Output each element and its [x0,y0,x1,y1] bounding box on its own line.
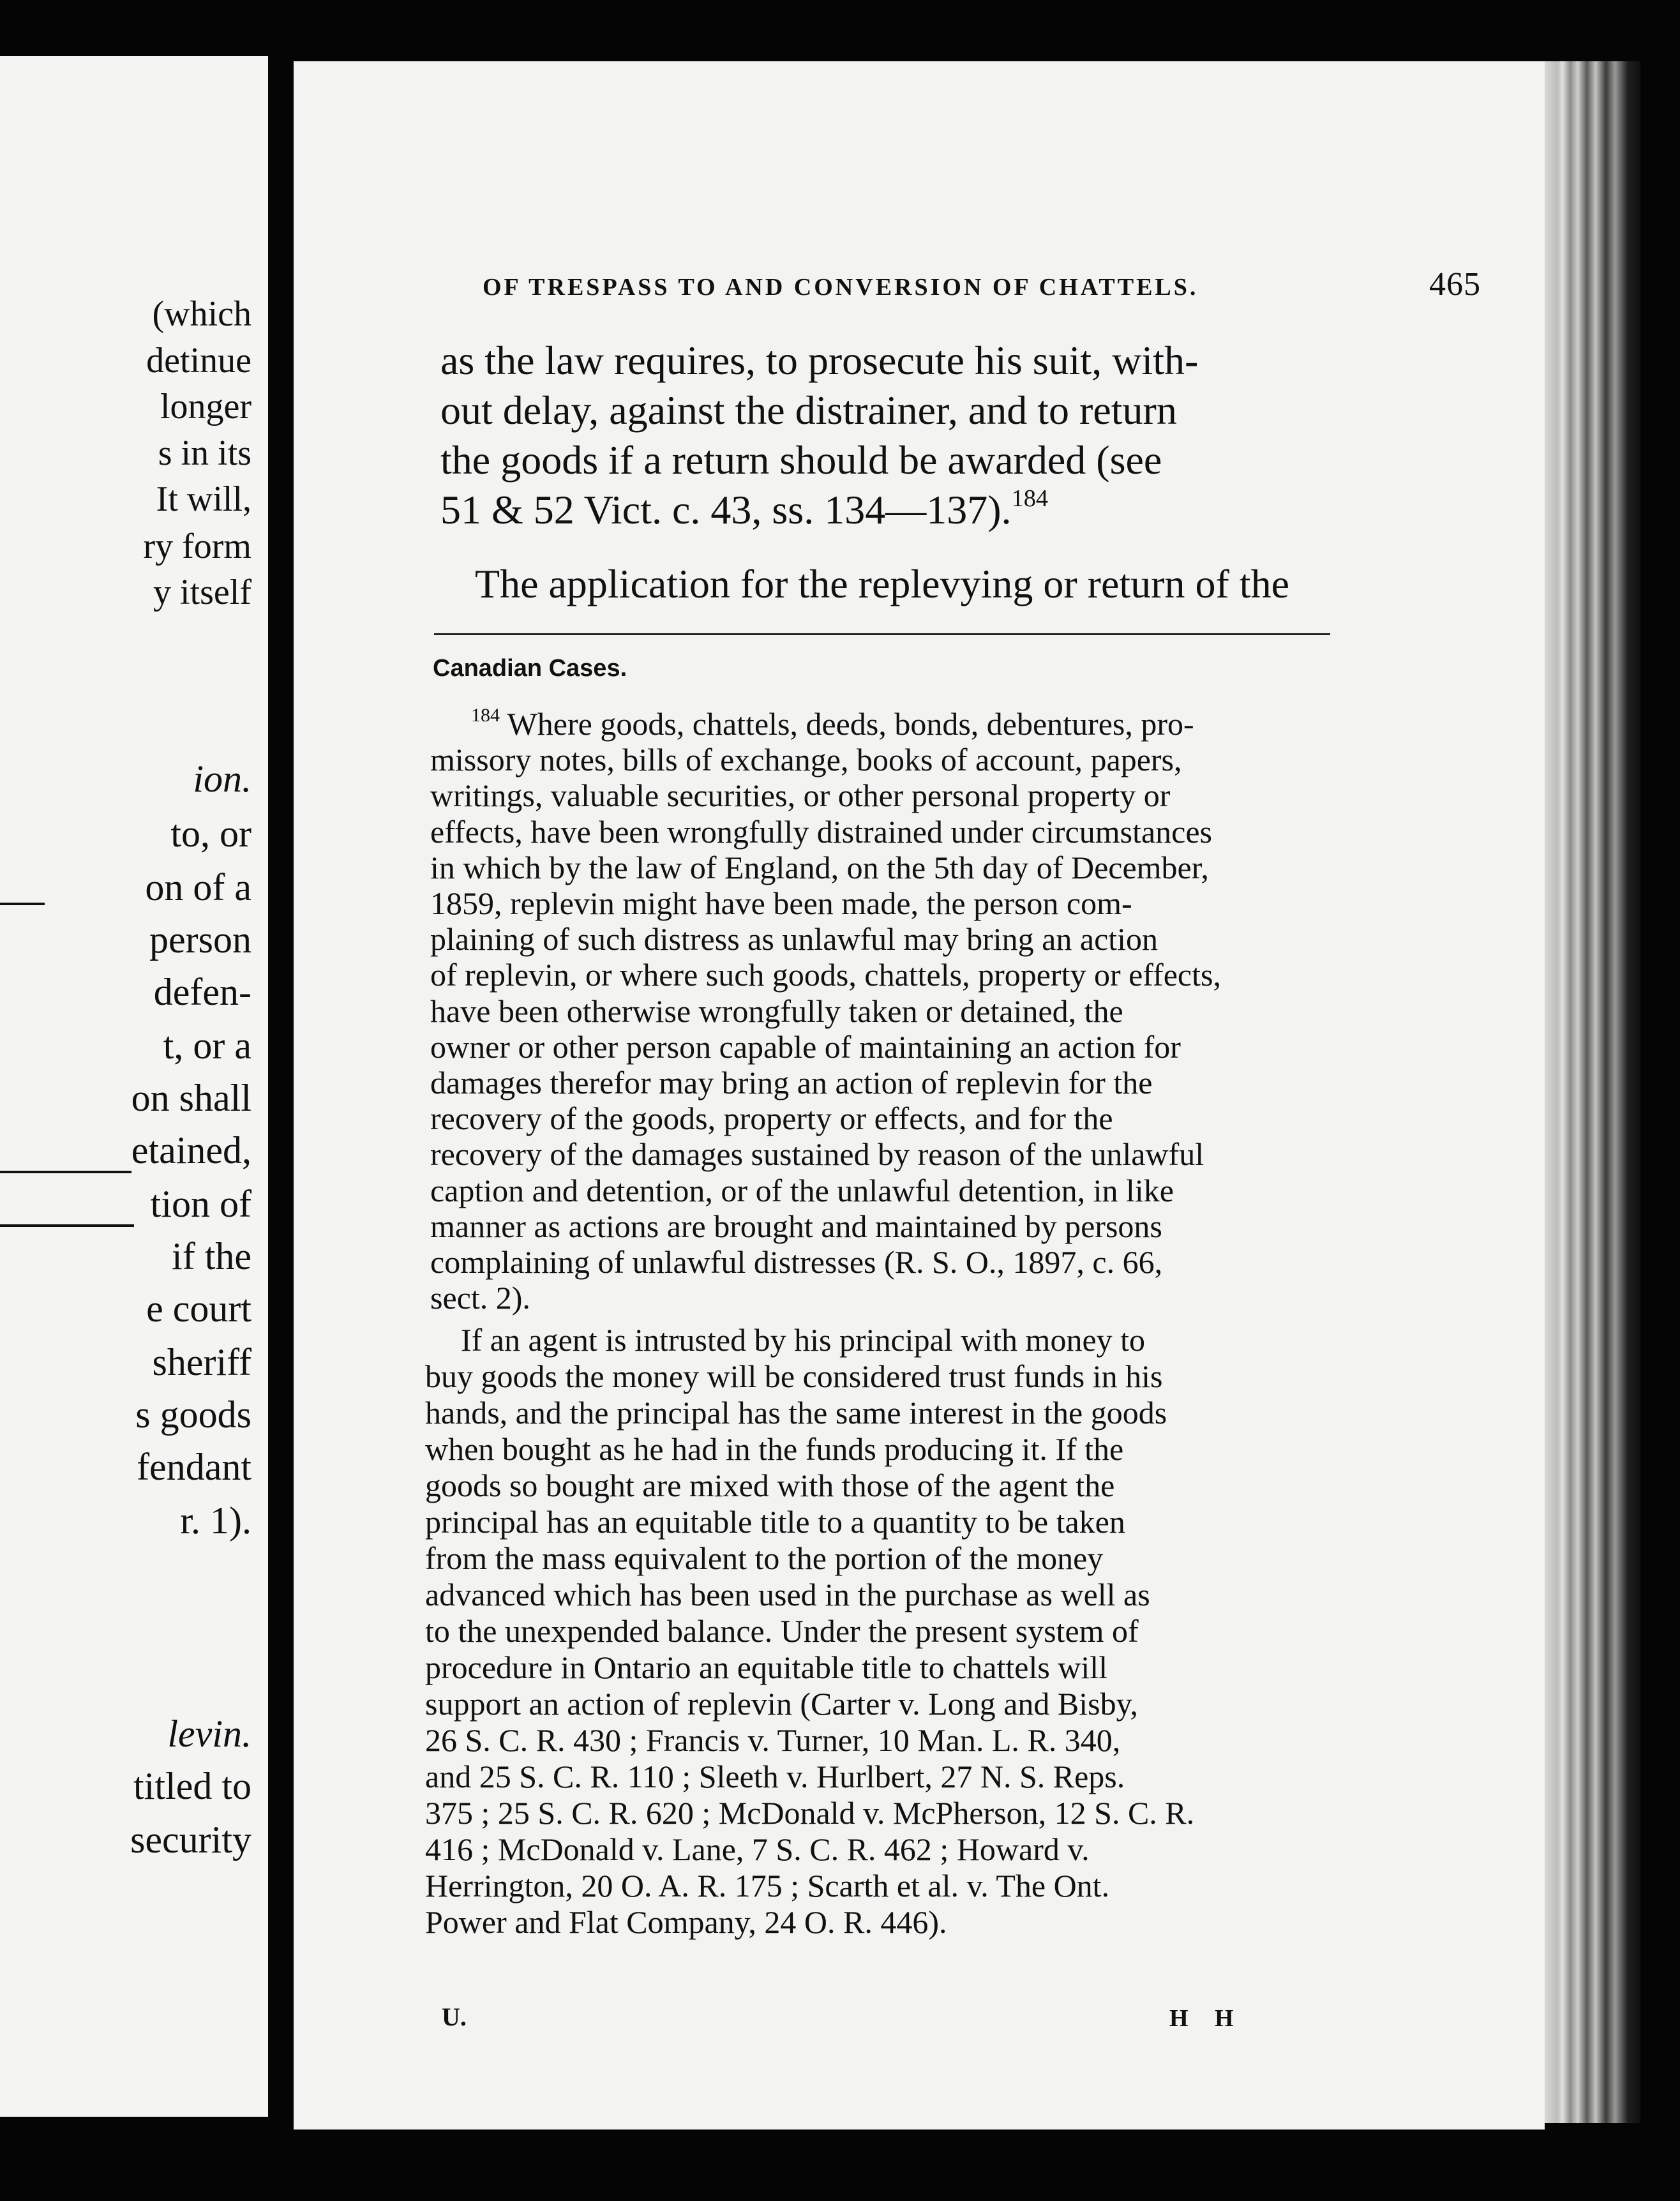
footnote-line-text: writings, valuable securities, or other personal property or [430,777,1171,814]
footnote-line [425,1395,1167,1431]
footnote-line-text: to the unexpended balance. Under the present system of [425,1613,1139,1649]
body-line-text: the goods if a return should be awarded (see [440,437,1162,483]
footnote-line-text: 375 ; 25 S. C. R. 620 ; McDonald v. McPherson, 12 S. C. R. [425,1795,1195,1831]
footnote-line-text: when bought as he had in the funds producing it. If the [425,1431,1124,1468]
signature-mark: U. [442,2002,467,2031]
facing-page-line: detinue [146,341,251,380]
footnote-line-text: sect. 2). [430,1280,530,1316]
footnote-line-text: hands, and the principal has the same interest in the goods [425,1395,1167,1431]
footnote-line-text: manner as actions are brought and maintained by persons [430,1208,1162,1244]
facing-page-line: if the [172,1235,251,1277]
footnote-line-text: 416 ; McDonald v. Lane, 7 S. C. R. 462 ; Howard v. [425,1831,1090,1868]
facing-page-line: s goods [135,1393,251,1436]
facing-page-line: on shall [131,1077,251,1119]
footnote-line [430,1280,530,1316]
footnote-line-text: principal has an equitable title to a quantity to be taken [425,1504,1125,1540]
footnote-line-text: Power and Flat Company, 24 O. R. 446). [425,1904,947,1941]
footnote-line-text: advanced which has been used in the purchase as well as [425,1577,1150,1613]
footnote-line-text: damages therefor may bring an action of replevin for the [430,1065,1153,1100]
facing-page-line: e court [146,1288,251,1330]
facing-page-line: y itself [153,573,251,612]
footnote-line [430,1173,1174,1208]
facing-page-line: It will, [156,479,251,519]
book-page [294,61,1545,2130]
facing-page-line: s in its [158,433,251,473]
footnote-line-text: goods so bought are mixed with those of the agent the [425,1468,1115,1504]
footnote-line-text: If an agent is intrusted by his principal with money to [461,1322,1146,1358]
footnote-line [461,1322,1145,1358]
footnote-line [430,1029,1181,1065]
footnote-line-text: plaining of such distress as unlawful may bring an action [430,921,1159,958]
facing-page-fragment [0,56,268,2117]
body-line-text: out delay, against the distrainer, and to return [440,387,1177,433]
body-line [475,562,1522,606]
footnote-line [430,885,1132,921]
footnote-line-text: 1859, replevin might have been made, the person com- [430,885,1132,921]
body-line [440,388,1487,433]
facing-page-line: ion. [193,758,251,800]
footnote-line-text: recovery of the damages sustained by reason of the unlawful [430,1136,1204,1173]
facing-page-line: r. 1). [180,1499,251,1542]
footnote-line [430,1100,1113,1136]
page-edges [1545,61,1640,2123]
footnote-line [425,1759,1125,1794]
body-line [440,485,1487,532]
footnote-line [425,1540,1103,1576]
body-line-text: The application for the replevying or return of the [475,561,1289,606]
facing-page-line: on of a [145,866,251,908]
footnote-line [425,1649,1107,1685]
signature-mark-right: H H [1169,2005,1244,2032]
facing-page-line: to, or [170,813,251,855]
footnote-line [425,1795,1194,1831]
body-line [440,338,1487,383]
footnote-line [430,921,1158,957]
footnote-line-text: Herrington, 20 O. A. R. 175 ; Scarth et al. v. The Ont. [425,1868,1110,1904]
footnote-line [430,742,1182,777]
footnote-line [430,1065,1153,1100]
body-line-text: as the law requires, to prosecute his suit, with- [440,338,1199,383]
footnote-number: 184 [471,705,500,726]
facing-page-line: tion of [150,1183,251,1225]
footnote-rule [434,633,1330,635]
footnote-line [430,814,1212,850]
footnote-line [471,706,1194,742]
footnote-line [430,1244,1162,1280]
facing-page-line: sheriff [152,1341,251,1383]
underline-mark [0,903,45,905]
footnote-line-text: 26 S. C. R. 430 ; Francis v. Turner, 10 Man. L. R. 340, [425,1722,1121,1759]
body-line [440,438,1487,483]
underline-mark [0,1171,131,1173]
footnote-ref: 184 [1011,485,1049,513]
footnote-line-text: owner or other person capable of maintaining an action for [430,1028,1181,1065]
footnote-line-text: caption and detention, or of the unlawful detention, in like [430,1172,1174,1208]
footnote-line-text: from the mass equivalent to the portion of the money [425,1540,1104,1577]
footnote-line-text: support an action of replevin (Carter v. Long and Bisby, [425,1686,1138,1722]
footnote-line-text: effects, have been wrongfully distrained under circumstances [430,813,1212,850]
footnote-line [430,1136,1204,1172]
footnote-line [425,1358,1162,1394]
running-head [483,266,1481,303]
footnote-heading: Canadian Cases. [433,655,627,682]
footnote-line [425,1613,1139,1649]
footnote-line-text: and 25 S. C. R. 110 ; Sleeth v. Hurlbert, 27 N. S. Reps. [425,1759,1125,1795]
footnote-line [430,957,1221,993]
footnote-line-text: missory notes, bills of exchange, books of account, papers, [430,742,1182,778]
footnote-line-text: have been otherwise wrongfully taken or detained, the [430,993,1123,1029]
footnote-line-text: complaining of unlawful distresses (R. S. O., 1897, c. 66, [430,1244,1163,1280]
facing-page-line: etained, [131,1129,251,1171]
facing-page-line: longer [160,387,251,426]
footnote-line [425,1722,1120,1758]
facing-page-line: levin. [167,1713,251,1755]
footnote-line [425,1686,1138,1722]
footnote-line-text: Where goods, chattels, deeds, bonds, debentures, pro- [500,706,1194,742]
footnote-line [430,993,1123,1029]
body-line-text: 51 & 52 Vict. c. 43, ss. 134—137). [440,487,1012,532]
footnote-line [430,850,1209,885]
facing-page-line: security [130,1819,251,1861]
footnote-line-text: in which by the law of England, on the 5th day of December, [430,849,1209,885]
footnote-line-text: of replevin, or where such goods, chattels, property or effects, [430,957,1221,993]
footnote-line-text: procedure in Ontario an equitable title to chattels will [425,1649,1108,1686]
running-head-title: OF TRESPASS TO AND CONVERSION OF CHATTELS. [483,274,1199,301]
footnote-line [425,1431,1123,1467]
facing-page-line: defen- [153,971,251,1013]
footnote-line [425,1504,1125,1540]
footnote-line [430,1208,1162,1244]
footnote-line-text: buy goods the money will be considered trust funds in his [425,1358,1163,1395]
footnote-line-text: recovery of the goods, property or effects, and for the [430,1100,1113,1137]
page-number: 465 [1429,266,1481,303]
footnote-line [425,1468,1114,1503]
underline-mark [0,1224,134,1227]
facing-page-line: t, or a [163,1025,251,1067]
footnote-line [425,1904,947,1940]
footnote-line [425,1577,1150,1612]
footnote-line [425,1831,1090,1867]
facing-page-line: person [149,919,251,961]
footnote-line [430,777,1170,813]
facing-page-line: ry form [143,527,251,566]
facing-page-line: (which [152,294,251,334]
facing-page-line: titled to [133,1765,251,1807]
footnote-line [425,1868,1109,1904]
facing-page-line: fendant [137,1446,251,1488]
